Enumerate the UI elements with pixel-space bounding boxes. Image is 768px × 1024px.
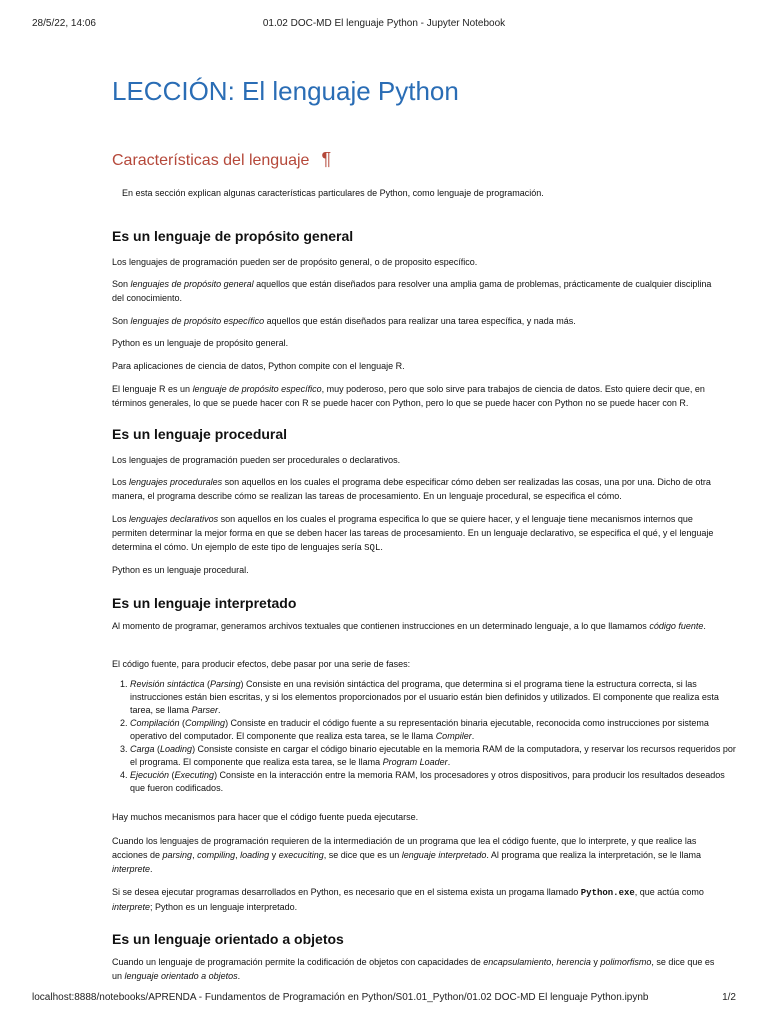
s1-paragraph-2: Son lenguajes de propósito general aquellos que están diseñados para resolver una amplia gama de problemas, prácticamente de cualquier disciplina del conocimiento. [112, 279, 712, 303]
list-item: 3. Carga (Loading) Consiste consiste en cargar el código binario ejecutable en la memoria RAM de la computadora, y reservar los recursos requeridos por el programa. El componente que realiza esta tarea, se le llama Program Loader. [130, 743, 738, 769]
print-url: localhost:8888/notebooks/APRENDA - Fundamentos de Programación en Python/S01.01_Python/01.02 DOC-MD El lenguaje Python.ipynb [32, 992, 649, 1003]
s1-paragraph-3: Son lenguajes de propósito específico aquellos que están diseñados para realizar una tarea específica, y nada más. [112, 316, 576, 326]
heading-interpreted: Es un lenguaje interpretado [112, 595, 297, 611]
s1-paragraph-4: Python es un lenguaje de propósito general. [112, 338, 289, 348]
print-header [32, 18, 736, 32]
s1-paragraph-6: El lenguaje R es un lenguaje de propósito específico, muy poderoso, pero que solo sirve para trabajos de ciencia de datos. Esto quiere decir que, en términos generales, lo que se puede hacer con R se puede hacer con Python, pero lo que se puede hacer con Python no se puede hacer con R. [112, 384, 705, 408]
anchor-link[interactable]: ¶ [321, 149, 332, 169]
s3-paragraph-5: Si se desea ejecutar programas desarrollados en Python, es necesario que en el sistema exista un progama llamado Python.exe, que actúa como interprete; Python es un lenguaje interpretado. [112, 887, 704, 912]
heading-object-oriented: Es un lenguaje orientado a objetos [112, 931, 344, 947]
list-item: 4. Ejecución (Executing) Consiste en la interacción entre la memoria RAM, los procesadores y otros dispositivos, para producir los resultados deseados que fueron codificados. [130, 769, 738, 795]
s3-paragraph-1: Al momento de programar, generamos archivos textuales que contienen instrucciones en un determinado lenguaje, a lo que llamamos código fuente. [112, 621, 706, 631]
list-item: 2. Compilación (Compiling) Consiste en traducir el código fuente a su representación binaria ejecutable, reconocida como instrucciones por sistema operativo del computador. El componente que realiza esta tarea, se le llama Compiler. [130, 717, 738, 743]
s1-paragraph-5: Para aplicaciones de ciencia de datos, Python compite con el lenguaje R. [112, 361, 405, 371]
s3-paragraph-2: El código fuente, para producir efectos, debe pasar por una serie de fases: [112, 659, 411, 669]
section-title [112, 149, 331, 170]
page-number: 1/2 [722, 992, 736, 1003]
phases-list [112, 678, 738, 795]
print-title: 01.02 DOC-MD El lenguaje Python - Jupyter Notebook [262, 18, 506, 29]
s2-paragraph-4: Python es un lenguaje procedural. [112, 565, 249, 575]
s2-paragraph-2: Los lenguajes procedurales son aquellos en los cuales el programa debe especificar cómo deben ser realizadas las cosas, una por una. Dicho de otra manera, el programa describe cómo se realizan las tareas de procesamiento. En un lenguaje procedural, se especifica el cómo. [112, 477, 711, 501]
lesson-title: LECCIÓN: El lenguaje Python [112, 76, 459, 106]
s3-paragraph-3: Hay muchos mecanismos para hacer que el código fuente pueda ejecutarse. [112, 812, 419, 822]
list-item: 1. Revisión sintáctica (Parsing) Consiste en una revisión sintáctica del programa, que determina si el programa tiene la estructura correcta, si las instrucciones están bien escritas, y si los elementos proporcionados por el usuario están bien definidos y utilizados. El componente que realiza esta tarea, se llama Parser. [130, 678, 738, 717]
heading-general-purpose: Es un lenguaje de propósito general [112, 228, 354, 244]
s4-paragraph-1: Cuando un lenguaje de programación permite la codificación de objetos con capacidades de encapsulamiento, herencia y polimorfismo, se dice que es un lenguaje orientado a objetos. [112, 957, 715, 981]
s2-paragraph-1: Los lenguajes de programación pueden ser procedurales o declarativos. [112, 455, 401, 465]
section-title-text: Características del lenguaje [112, 152, 310, 169]
s3-paragraph-4: Cuando los lenguajes de programación requieren de la intermediación de un programa que lea el código fuente, que lo interprete, y que realice las acciones de parsing, compiling, loading y execuciting, se dice que es un lenguaje interpretado. Al programa que realiza la interpretación, se le llama interprete. [112, 836, 701, 874]
s2-paragraph-3: Los lenguajes declarativos son aquellos en los cuales el programa especifica lo que se quiere hacer, y el lenguaje tiene mecanismos internos que permiten determinar la mejor forma en que se deben hacer las tareas de procesamiento. En un lenguaje declarativo, se especifica el qué, y el lenguaje determina el cómo. Un ejemplo de este tipo de lenguajes sería SQL. [112, 514, 714, 553]
print-footer [32, 992, 736, 1006]
heading-procedural: Es un lenguaje procedural [112, 426, 288, 442]
print-timestamp: 28/5/22, 14:06 [32, 18, 96, 29]
intro-paragraph: En esta sección explican algunas características particulares de Python, como lenguaje de programación. [122, 188, 544, 198]
s1-paragraph-1: Los lenguajes de programación pueden ser de propósito general, o de proposito específico. [112, 257, 478, 267]
